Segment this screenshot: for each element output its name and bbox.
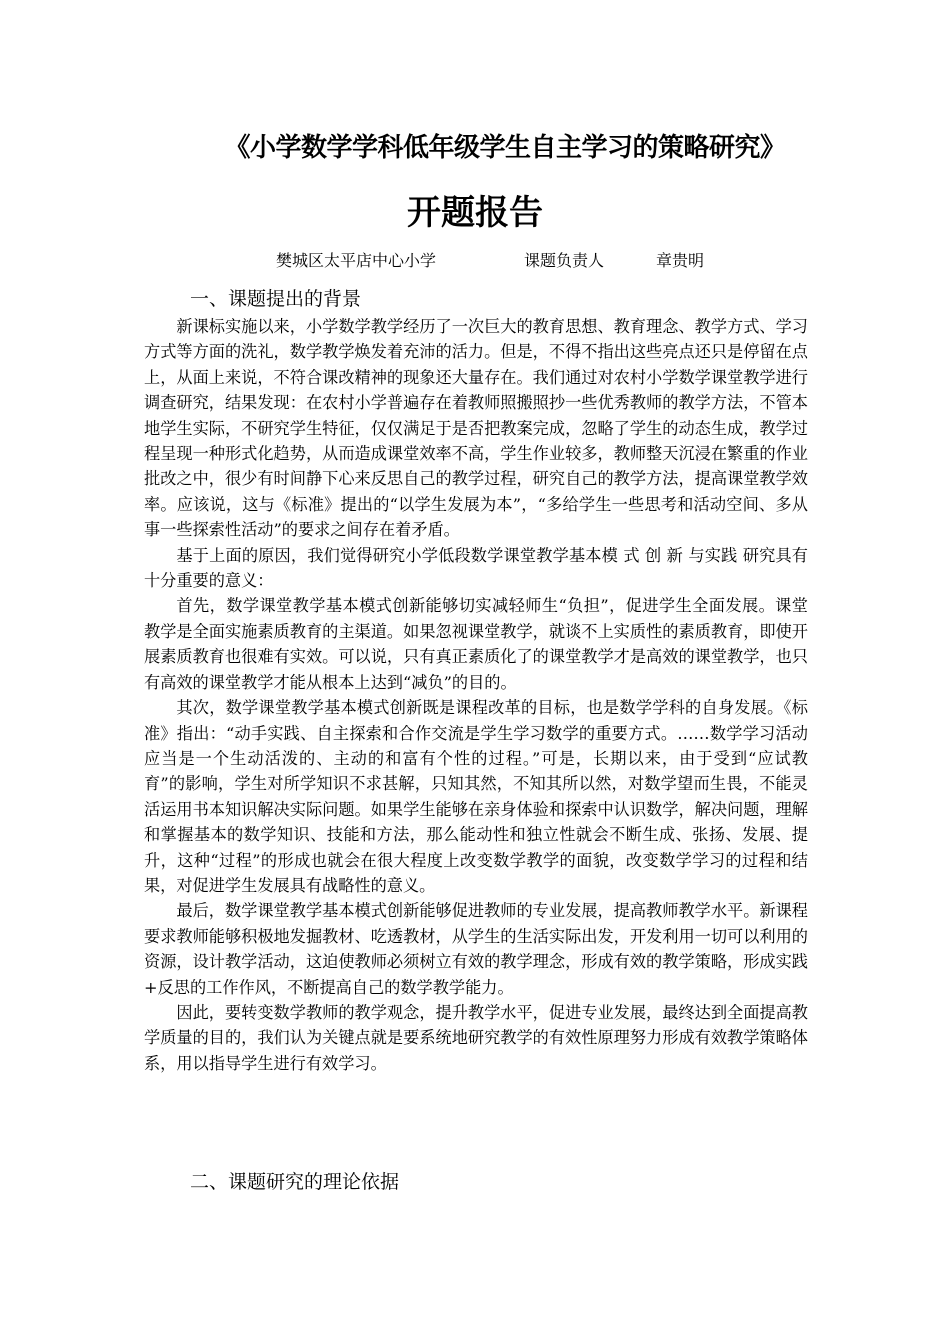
paragraph-significance-intro: 基于上面的原因，我们觉得研究小学低段数学课堂教学基本模 式 创 新 与实践 研究具有十分重要的意义：	[144, 545, 808, 591]
section-heading-background: 一、课题提出的背景	[190, 288, 362, 310]
byline-school: 樊城区太平店中心小学	[276, 251, 437, 270]
document-subtitle: 开题报告	[407, 193, 543, 233]
byline-name: 章贵明	[656, 251, 705, 270]
paragraph-conclusion: 因此，要转变数学教师的教学观念，提升教学水平，促进专业发展，最终达到全面提高教学质量的目的，我们认为关键点就是要系统地研究教学的有效性原理努力形成有效教学策略体系，用以指导学生进行有效学习。	[144, 1002, 808, 1073]
paragraph-second-reason: 其次，数学课堂教学基本模式创新既是课程改革的目标，也是数学学科的自身发展。《标准》指出：“动手实践、自主探索和合作交流是学生学习数学的重要方式。……数学学习活动应当是一个生动活泼的、主动的和富有个性的过程。”可是，长期以来，由于受到“应试教育”的影响，学生对所学知识不求甚解，只知其然，不知其所以然，对数学望而生畏，不能灵活运用书本知识解决实际问题。如果学生能够在亲身体验和探索中认识数学，解决问题，理解和掌握基本的数学知识、技能和方法，那么能动性和独立性就会不断生成、张扬、发展、提升，这种“过程”的形成也就会在很大程度上改变数学教学的面貌，改变数学学习的过程和结果，对促进学生发展具有战略性的意义。	[144, 698, 808, 895]
document-title: 《小学数学学科低年级学生自主学习的策略研究》	[224, 133, 786, 163]
section-body-background	[144, 314, 808, 1076]
byline	[276, 249, 704, 273]
section-heading-theory: 二、课题研究的理论依据	[190, 1171, 400, 1193]
paragraph-overview: 新课标实施以来，小学数学教学经历了一次巨大的教育思想、教育理念、教学方式、学习方式等方面的洗礼，数学教学焕发着充沛的活力。但是，不得不指出这些亮点还只是停留在点上，从面上来说，不符合课改精神的现象还大量存在。我们通过对农村小学数学课堂教学进行调查研究，结果发现：在农村小学普遍存在着教师照搬照抄一些优秀教师的教学方法，不管本地学生实际，不研究学生特征，仅仅满足于是否把教案完成，忽略了学生的动态生成，教学过程呈现一种形式化趋势，从而造成课堂效率不高，学生作业较多，教师整天沉浸在繁重的作业批改之中，很少有时间静下心来反思自己的教学过程，研究自己的教学方法，提高课堂教学效率。应该说，这与《标准》提出的“以学生发展为本”，“多给学生一些思考和活动空间、多从事一些探索性活动”的要求之间存在着矛盾。	[144, 317, 808, 540]
paragraph-first-reason: 首先，数学课堂教学基本模式创新能够切实减轻师生“负担”，促进学生全面发展。课堂教学是全面实施素质教育的主渠道。如果忽视课堂教学，就谈不上实质性的素质教育，即使开展素质教育也很难有实效。可以说，只有真正素质化了的课堂教学才是高效的课堂教学，也只有高效的课堂教学才能从根本上达到“减负”的目的。	[144, 596, 808, 692]
byline-role: 课题负责人	[524, 251, 605, 270]
paragraph-third-reason: 最后，数学课堂教学基本模式创新能够促进教师的专业发展，提高教师教学水平。新课程要求教师能够积极地发掘教材、吃透教材，从学生的生活实际出发，开发利用一切可以利用的资源，设计教学活动，这迫使教师必须树立有效的教学理念，形成有效的教学策略，形成实践+反思的工作作风，不断提高自己的数学教学能力。	[144, 901, 808, 997]
